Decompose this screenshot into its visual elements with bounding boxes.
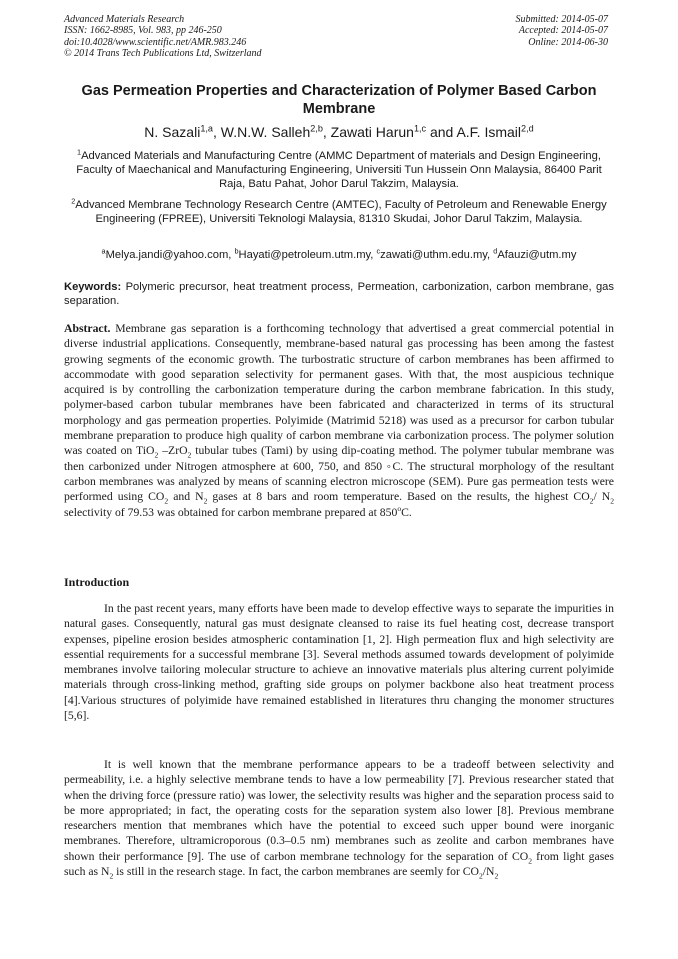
email-list: $^a$Melya.jandi@yahoo.com, $^b$Hayati@petroleum.utm.my, $^c$zawati@uthm.edu.my, $^d$Afauzi@utm.my (101, 246, 577, 261)
email-link[interactable]: Melya.jandi@yahoo.com, (105, 249, 235, 261)
email-link[interactable]: zawati@uthm.edu.my, (380, 249, 494, 261)
paper-title: Gas Permeation Properties and Characterization of Polymer Based Carbon Membrane (81, 83, 597, 117)
keywords (64, 280, 614, 308)
author: N. Sazali$^{1,a}$, (144, 123, 221, 140)
section-heading-introduction: Introduction (64, 575, 130, 589)
affiliation-1: $^1$Advanced Materials and Manufacturing Centre (AMMC Department of materials and Design Engineering, Faculty of Maechanical and Manufacturing Engineering, Universiti Tun Hussein Onn Malaysia, 86400 Parit Raja, Batu Pahat, Johor Darul Takzim, Malaysia. (76, 147, 602, 191)
abstract-label: Abstract. (64, 322, 111, 335)
author: W.N.W. Salleh$^{2,b}$, (220, 123, 331, 140)
journal-header-right (516, 14, 609, 48)
doi: doi:10.4028/www.scientific.net/AMR.983.246 (64, 36, 247, 48)
keywords-label: Keywords: (64, 281, 122, 293)
journal-header-left (64, 14, 262, 59)
accepted-date: Accepted: 2014-05-07 (518, 25, 608, 37)
keywords-text: Polymeric precursor, heat treatment process, Permeation, carbonization, carbon membrane, gas separation. (64, 281, 614, 307)
affiliation-2: $^2$Advanced Membrane Technology Research Centre (AMTEC), Faculty of Petroleum and Renewable Energy Engineering (FPREE), Universiti Teknologi Malaysia, 81310 Skudai, Johor Darul Takzim, Malaysia. (71, 196, 607, 226)
intro-paragraph-2: It is well known that the membrane performance appears to be a tradeoff between selectivity and permeability, i.e. a highly selective membrane tends to have a low permeability [7]. Previous researcher stated that when the driving force (pressure ratio) was lower, the selectivity results was higher and the separation process said to be more appropriated; in fact, the operating costs for the separation system also lower [8]. Previous membrane researchers mention that membranes which have the potential to exceed such upper bound were inorganic membranes. Therefore, ultramicroporous (0.3–0.5 nm) membranes such as zeolite and carbon membranes have shown their performance [9]. The use of carbon membrane technology for the separation of $CO_2$ from light gases such as $N_2$ is still in the research stage. In fact, the carbon membranes are seemly for $CO_2/N_2$ (64, 758, 614, 881)
author: A.F. Ismail$^{2,d}$ (456, 123, 534, 140)
intro-paragraph-1: In the past recent years, many efforts have been made to develop effective ways to separate the impurities in natural gases. Consequently, natural gas must designate cleansed to raise its fuel heating cost, decrease transport expenses, pipeline erosion besides atmospheric contamination [1, 2]. High permeation flux and high selectivity are essential requirements for a successful membrane [3]. Several methods assumed towards development of polyimide membranes involve tailoring molecular structure to achieve an innovative materials plus altering current polyimide materials through cross-linking method, grafting side groups on polymer backbone also heat treatment process [4].Various structures of polyimide have remained established in literatures thru changing the monomer structures [5,6]. (64, 602, 614, 723)
copyright: © 2014 Trans Tech Publications Ltd, Switzerland (64, 47, 262, 59)
journal-name: Advanced Materials Research (64, 14, 185, 25)
abstract: Abstract. Membrane gas separation is a forthcoming technology that advertised a great commercial potential in diverse industrial applications. Consequently, membrane-based natural gas processing has been among the fastest growing segments of the economic growth. The turbostratic structure of carbon membranes has been affirmed to accommodate with good separation selectivity for permanent gases. With that, the most auspicious technique acquired is by controlling the carbonization temperature during the carbon membrane fabrication. In this study, polymer-based carbon tubular membranes have been fabricated and characterized in terms of its structural morphology and gas permeation properties. Polyimide (Matrimid 5218) was used as a precursor for carbon tubular membrane preparation to produce high quality of carbon membrane via carbonization process. The polymer solution was coated on TiO$_2$ –ZrO$_2$ tubular tubes (Tami) by using dip-coating method. The polymer tubular membrane was then carbonized under Nitrogen atmosphere at 600, 750, and 850 ◦C. The structural morphology of the resultant carbon membranes was analyzed by means of scanning electron microscope (SEM). Pure gas permeation tests were performed using $CO_2$ and $N_2$ gases at 8 bars and room temperature. Based on the results, the highest $CO_2/$ $N_2$ selectivity of 79.53 was obtained for carbon membrane prepared at 850$^o$C. (64, 322, 614, 519)
submitted-date: Submitted: 2014-05-07 (515, 14, 608, 25)
email-link[interactable]: Afauzi@utm.my (497, 249, 577, 261)
email-link[interactable]: Hayati@petroleum.utm.my, (238, 249, 377, 261)
author-list (64, 124, 614, 140)
online-date: Online: 2014-06-30 (528, 36, 608, 48)
journal-issn: ISSN: 1662-8985, Vol. 983, pp 246-250 (64, 25, 222, 37)
author: Zawati Harun$^{1,c}$ and (330, 123, 457, 140)
